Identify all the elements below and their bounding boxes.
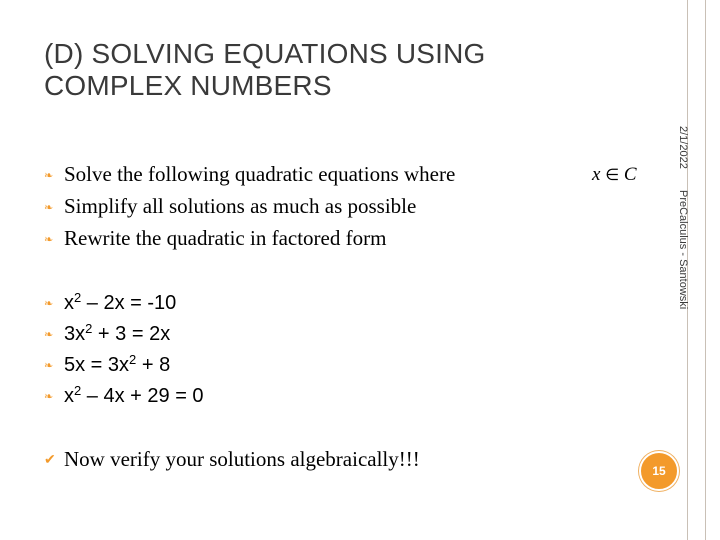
leaf-bullet-icon: ❧ (44, 391, 54, 403)
leaf-bullet-icon: ❧ (44, 329, 54, 341)
equation-item (44, 290, 176, 315)
math-variable: x (592, 164, 601, 185)
math-set: C (623, 164, 637, 185)
slide-title-line-1: (D) SOLVING EQUATIONS USING (44, 38, 486, 69)
page-number-badge: 15 (639, 451, 679, 491)
element-of-symbol: ∈ (605, 167, 620, 184)
slide-date: 2/1/2022 (677, 126, 689, 169)
leaf-bullet-icon: ❧ (44, 170, 54, 182)
equation-text: $x^2 - 2x = -10$ (64, 290, 177, 314)
slide-footer: PreCalculus - Santowski (677, 190, 689, 310)
equation-item (44, 352, 170, 377)
instruction-text: Solve the following quadratic equations where (64, 162, 456, 186)
equation-text: $3x^2 + 3 = 2x$ (64, 321, 171, 345)
complex-domain-condition (592, 164, 637, 186)
leaf-bullet-icon: ❧ (44, 360, 54, 372)
leaf-bullet-icon: ❧ (44, 234, 54, 246)
leaf-bullet-icon: ❧ (44, 202, 54, 214)
right-border-line (705, 0, 706, 540)
equation-text: $5x = 3x^2 + 8$ (64, 352, 171, 376)
instruction-item (44, 194, 416, 219)
closing-item (44, 447, 420, 472)
check-bullet-icon: ✔ (44, 453, 56, 468)
equation-text: $x^2 - 4x + 29 = 0$ (64, 383, 204, 407)
slide-title (44, 38, 604, 102)
equation-item (44, 383, 204, 408)
instruction-text: Rewrite the quadratic in factored form (64, 226, 387, 250)
instruction-item (44, 162, 455, 187)
equation-item (44, 321, 170, 346)
slide-title-line-2: COMPLEX NUMBERS (44, 70, 332, 101)
instruction-text: Simplify all solutions as much as possible (64, 194, 417, 218)
instruction-item (44, 226, 386, 251)
closing-text: Now verify your solutions algebraically!!! (64, 447, 420, 471)
leaf-bullet-icon: ❧ (44, 298, 54, 310)
